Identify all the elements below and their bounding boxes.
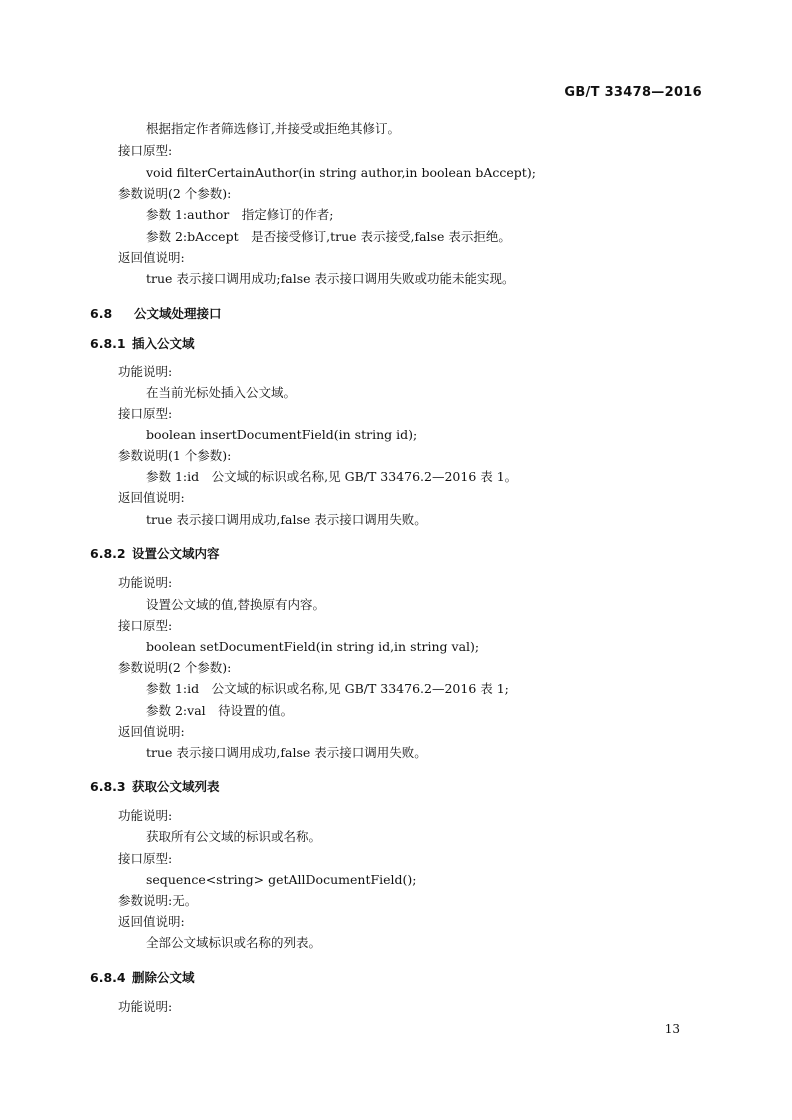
section-number: 6.8 (90, 306, 113, 321)
parameter-1: 参数 1:id 公文域的标识或名称,见 GB/T 33476.2—2016 表 1。 (146, 469, 518, 484)
section-heading-6-8-2 (90, 544, 220, 562)
prototype-code: sequence<string> getAllDocumentField(); (146, 872, 417, 887)
label-return-value: 返回值说明: (118, 724, 185, 739)
parameter-1: 参数 1:author 指定修订的作者; (146, 207, 334, 222)
section-title: 删除公文域 (132, 970, 195, 985)
label-function: 功能说明: (118, 575, 173, 590)
section-title: 插入公文域 (132, 336, 195, 351)
label-interface-prototype: 接口原型: (118, 618, 173, 633)
label-return-value: 返回值说明: (118, 914, 185, 929)
parameter-2: 参数 2:val 待设置的值。 (146, 703, 294, 718)
description-text: 在当前光标处插入公文域。 (146, 385, 297, 400)
section-heading-6-8-3 (90, 777, 220, 795)
label-function: 功能说明: (118, 999, 173, 1014)
label-parameters: 参数说明(2 个参数): (118, 186, 232, 201)
prototype-code: boolean setDocumentField(in string id,in string val); (146, 639, 480, 654)
label-parameters: 参数说明:无。 (118, 893, 198, 908)
section-title: 设置公文域内容 (132, 546, 220, 561)
label-interface-prototype: 接口原型: (118, 143, 173, 158)
section-heading-6-8-4 (90, 968, 195, 986)
section-number: 6.8.4 (90, 970, 126, 985)
description-text: 获取所有公文域的标识或名称。 (146, 829, 322, 844)
return-value-text: 全部公文域标识或名称的列表。 (146, 935, 322, 950)
parameter-1: 参数 1:id 公文域的标识或名称,见 GB/T 33476.2—2016 表 1; (146, 681, 509, 696)
section-heading-6-8-1 (90, 334, 195, 352)
label-interface-prototype: 接口原型: (118, 406, 173, 421)
description-text: 根据指定作者筛选修订,并接受或拒绝其修订。 (146, 121, 400, 136)
return-value-text: true 表示接口调用成功;false 表示接口调用失败或功能未能实现。 (146, 271, 515, 286)
page-header-standard-id: GB/T 33478—2016 (564, 85, 702, 100)
description-text: 设置公文域的值,替换原有内容。 (146, 597, 325, 612)
section-title: 获取公文域列表 (132, 779, 220, 794)
section-title: 公文域处理接口 (134, 306, 222, 321)
label-function: 功能说明: (118, 364, 173, 379)
label-parameters: 参数说明(2 个参数): (118, 660, 232, 675)
section-number: 6.8.1 (90, 336, 126, 351)
label-function: 功能说明: (118, 808, 173, 823)
page-number: 13 (664, 1022, 680, 1036)
label-return-value: 返回值说明: (118, 490, 185, 505)
label-parameters: 参数说明(1 个参数): (118, 448, 232, 463)
return-value-text: true 表示接口调用成功,false 表示接口调用失败。 (146, 745, 427, 760)
label-return-value: 返回值说明: (118, 250, 185, 265)
prototype-code: void filterCertainAuthor(in string author,in boolean bAccept); (146, 165, 536, 180)
section-heading-6-8 (90, 304, 222, 322)
prototype-code: boolean insertDocumentField(in string id); (146, 427, 418, 442)
parameter-2: 参数 2:bAccept 是否接受修订,true 表示接受,false 表示拒绝。 (146, 229, 511, 244)
section-number: 6.8.2 (90, 546, 126, 561)
return-value-text: true 表示接口调用成功,false 表示接口调用失败。 (146, 512, 427, 527)
label-interface-prototype: 接口原型: (118, 851, 173, 866)
section-number: 6.8.3 (90, 779, 126, 794)
